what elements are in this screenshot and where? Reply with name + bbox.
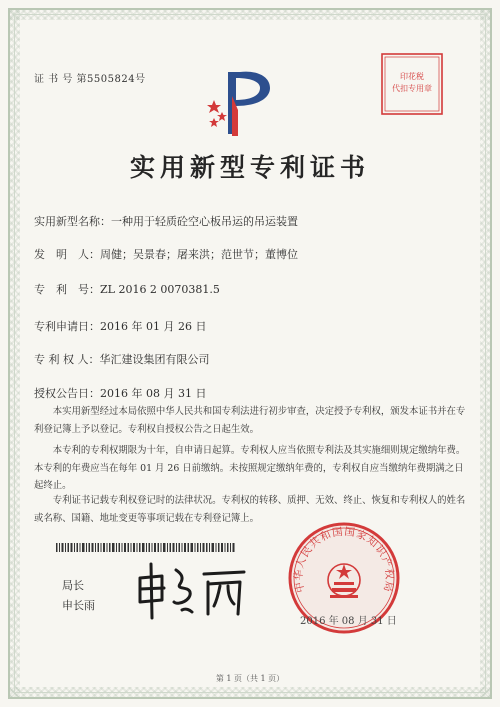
chief-name: 申长雨: [62, 599, 95, 612]
inventor-label: 发 明 人：: [34, 248, 100, 261]
utility-model-name-value: 一种用于轻质砼空心板吊运的吊运装置: [111, 215, 298, 228]
body-paragraph-2-text: 本专利的专利权期限为十年，自申请日起算。专利权人应当依照专利法及其实施细则规定缴纳年费。本专利的年费应当在每年 01 月 26 日前缴纳。未按照规定缴纳年费的，专利权自应当缴纳年费期满之日起终止。: [34, 445, 466, 491]
page-number: 第 1 页（共 1 页）: [215, 674, 285, 683]
patentee-row: [34, 351, 210, 367]
tax-stamp-text-line2: 代扣专用章: [392, 84, 432, 93]
body-paragraph-1: [34, 403, 466, 438]
utility-model-name-row: [34, 213, 298, 229]
inventor-row: [34, 246, 298, 262]
inventor-value: 周健；吴景春；屠来洪；范世节；董博位: [100, 248, 298, 261]
body-paragraph-2: [34, 442, 466, 495]
filing-date-value: 2016 年 01 月 26 日: [100, 320, 207, 333]
filing-date-label: 专利申请日：: [34, 320, 100, 333]
barcode-icon: [56, 543, 236, 552]
tax-stamp-icon: [378, 50, 446, 118]
seal-text: 中华人民共和国国家知识产权局: [292, 525, 396, 594]
issue-date: 2016 年 08 月 31 日: [300, 616, 397, 627]
certificate-number: 证 书 号 第5505824号: [34, 74, 146, 85]
patentee-value: 华汇建设集团有限公司: [99, 353, 210, 366]
patent-number-label: 专 利 号：: [34, 283, 100, 296]
patent-number-value: ZL 2016 2 0070381.5: [100, 283, 220, 296]
chief-title: 局长: [62, 579, 84, 592]
body-paragraph-3-text: 专利证书记载专利权登记时的法律状况。专利权的转移、质押、无效、终止、恢复和专利权人的姓名或名称、国籍、地址变更等事项记载在专利登记簿上。: [34, 495, 466, 524]
grant-date-value: 2016 年 08 月 31 日: [100, 387, 207, 400]
filing-date-row: [34, 318, 206, 334]
tax-stamp-text-line1: 印花税: [400, 72, 424, 81]
patent-office-logo-icon: [200, 66, 280, 140]
grant-date-row: [34, 385, 206, 401]
patent-number-row: [34, 281, 220, 297]
chief-signature-icon: [132, 556, 252, 622]
utility-model-name-label: 实用新型名称：: [34, 215, 111, 228]
body-paragraph-1-text: 本实用新型经过本局依照中华人民共和国专利法进行初步审查，决定授予专利权，颁发本证书并在专利登记簿上予以登记。专利权自授权公告之日起生效。: [34, 406, 466, 435]
patentee-label: 专 利 权 人：: [34, 353, 100, 366]
certificate-title: 实用新型专利证书: [129, 153, 370, 182]
grant-date-label: 授权公告日：: [34, 387, 100, 400]
